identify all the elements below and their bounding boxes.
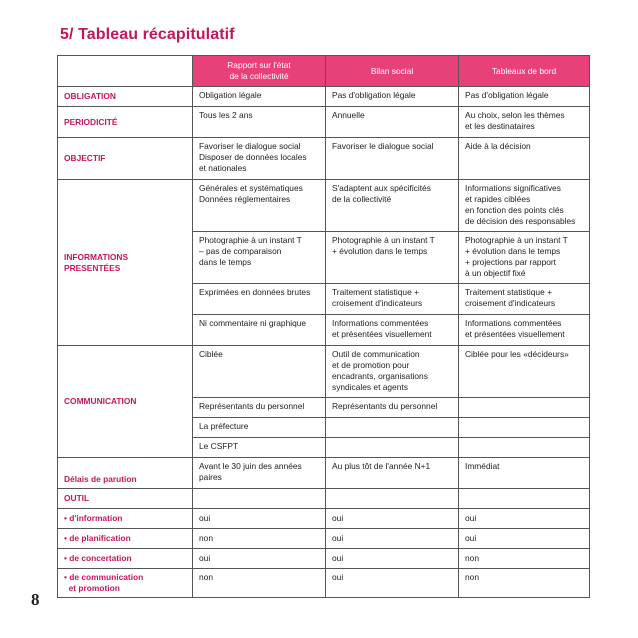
row-label-periodicite: PERIODICITÉ: [58, 107, 193, 138]
cell: [193, 87, 326, 107]
text-line: Bilan social: [370, 65, 414, 76]
text-line: S'adaptent aux spécificités: [332, 183, 431, 193]
cell: non: [459, 549, 590, 569]
cell: [459, 489, 590, 509]
text-line: et nationales: [199, 163, 247, 173]
text-line: en fonction des points clés: [465, 205, 564, 215]
text-line: Disposer de données locales: [199, 152, 307, 162]
text-line: Photographie à un instant T: [465, 235, 568, 245]
cell: [193, 458, 326, 489]
text-line: + évolution dans le temps: [465, 246, 561, 256]
header-rapport: [193, 56, 326, 87]
text-line: et présentées visuellement: [465, 329, 565, 339]
text-line: Annuelle: [332, 110, 365, 120]
cell: [459, 232, 590, 284]
cell: non: [193, 569, 326, 598]
text-line: syndicales et agents: [332, 382, 408, 392]
cell: [193, 346, 326, 398]
cell: oui: [326, 569, 459, 598]
cell: [326, 138, 459, 180]
page-title: 5/ Tableau récapitulatif: [60, 26, 235, 43]
cell: [459, 346, 590, 398]
text-line: Favoriser le dialogue social: [332, 141, 434, 151]
cell: [326, 284, 459, 315]
cell: oui: [326, 529, 459, 549]
row-label-objectif: OBJECTIF: [58, 138, 193, 180]
cell: [459, 180, 590, 232]
cell: [326, 107, 459, 138]
row-label-concertation: • de concertation: [58, 549, 193, 569]
text-line: Au plus tôt de l'année N+1: [332, 461, 431, 471]
summary-table: [57, 55, 590, 598]
text-line: Pas d'obligation légale: [332, 90, 416, 100]
cell: [193, 418, 326, 438]
text-line: et promotion: [64, 583, 120, 593]
cell: [326, 458, 459, 489]
cell: [326, 346, 459, 398]
text-line: et rapides ciblées: [465, 194, 531, 204]
cell: [326, 180, 459, 232]
cell: [326, 232, 459, 284]
cell: [326, 489, 459, 509]
text-line: encadrants, organisations: [332, 371, 428, 381]
cell: [459, 438, 590, 458]
text-line: de décision des responsables: [465, 216, 576, 226]
text-line: à un objectif fixé: [465, 268, 526, 278]
cell: [193, 489, 326, 509]
row-label-planification: • de planification: [58, 529, 193, 549]
text-line: PRESENTÉES: [64, 262, 121, 273]
text-line: Favoriser le dialogue social: [199, 141, 301, 151]
row-label-information: • d'information: [58, 509, 193, 529]
text-line: Informations significatives: [465, 183, 561, 193]
text-line: Avant le 30 juin des années: [199, 461, 302, 471]
text-line: Pas d'obligation légale: [465, 90, 549, 100]
row-label-obligation: OBLIGATION: [58, 87, 193, 107]
cell: oui: [459, 529, 590, 549]
text-line: Ciblée pour les «décideurs»: [465, 349, 569, 359]
text-line: Ciblée: [199, 349, 223, 359]
cell: [326, 315, 459, 346]
text-line: Exprimées en données brutes: [199, 287, 311, 297]
text-line: paires: [199, 472, 222, 482]
cell: [193, 107, 326, 138]
cell: [193, 180, 326, 232]
text-line: Rapport sur l'état: [227, 60, 291, 70]
cell: [193, 398, 326, 418]
text-line: et de promotion pour: [332, 360, 410, 370]
text-line: + évolution dans le temps: [332, 246, 428, 256]
row-label-communication-promotion: [58, 569, 193, 598]
row-label-informations: [58, 180, 193, 346]
cell: [193, 438, 326, 458]
text-line: Générales et systématiques: [199, 183, 303, 193]
cell: [459, 87, 590, 107]
text-line: Obligation légale: [199, 90, 262, 100]
text-line: Informations commentées: [465, 318, 562, 328]
text-line: Tableaux de bord: [491, 65, 557, 76]
row-label-communication: COMMUNICATION: [58, 346, 193, 458]
cell: oui: [193, 549, 326, 569]
text-line: Immédiat: [465, 461, 500, 471]
text-line: – pas de comparaison: [199, 246, 282, 256]
header-blank-cell: [58, 56, 193, 87]
cell: [193, 284, 326, 315]
cell: [459, 284, 590, 315]
cell: oui: [193, 509, 326, 529]
cell: [459, 458, 590, 489]
text-line: Aide à la décision: [465, 141, 531, 151]
cell: oui: [459, 509, 590, 529]
text-line: Le CSFPT: [199, 441, 239, 451]
text-line: Au choix, selon les thèmes: [465, 110, 565, 120]
cell: [326, 438, 459, 458]
cell: [459, 418, 590, 438]
cell: [459, 107, 590, 138]
text-line: de la collectivité: [332, 194, 392, 204]
page-number: 8: [31, 590, 40, 609]
text-line: La préfecture: [199, 421, 249, 431]
text-line: Outil de communication: [332, 349, 420, 359]
cell: oui: [326, 509, 459, 529]
text-line: Tous les 2 ans: [199, 110, 253, 120]
cell: non: [193, 529, 326, 549]
cell: [459, 138, 590, 180]
text-line: Représentants du personnel: [332, 401, 438, 411]
text-line: Photographie à un instant T: [199, 235, 302, 245]
cell: non: [459, 569, 590, 598]
text-line: et les destinataires: [465, 121, 535, 131]
text-line: INFORMATIONS: [64, 251, 129, 262]
cell: [193, 232, 326, 284]
text-line: croisement d'indicateurs: [465, 298, 556, 308]
text-line: Photographie à un instant T: [332, 235, 435, 245]
cell: [326, 87, 459, 107]
cell: [326, 398, 459, 418]
cell: [193, 315, 326, 346]
header-tableaux-de-bord: [459, 56, 590, 87]
cell: [193, 138, 326, 180]
row-label-outil: OUTIL: [58, 489, 193, 509]
text-line: Traitement statistique +: [332, 287, 419, 297]
text-line: Traitement statistique +: [465, 287, 552, 297]
text-line: Représentants du personnel: [199, 401, 305, 411]
text-line: • de communication: [64, 572, 144, 582]
cell: oui: [326, 549, 459, 569]
text-line: dans le temps: [199, 257, 252, 267]
header-bilan-social: [326, 56, 459, 87]
text-line: Données réglementaires: [199, 194, 291, 204]
cell: [459, 315, 590, 346]
text-line: de la collectivité: [229, 71, 289, 81]
cell: [459, 398, 590, 418]
text-line: et présentées visuellement: [332, 329, 432, 339]
text-line: + projections par rapport: [465, 257, 557, 267]
cell: [326, 418, 459, 438]
text-line: Ni commentaire ni graphique: [199, 318, 307, 328]
text-line: croisement d'indicateurs: [332, 298, 423, 308]
text-line: Informations commentées: [332, 318, 429, 328]
row-label-delais: Délais de parution: [58, 458, 193, 489]
